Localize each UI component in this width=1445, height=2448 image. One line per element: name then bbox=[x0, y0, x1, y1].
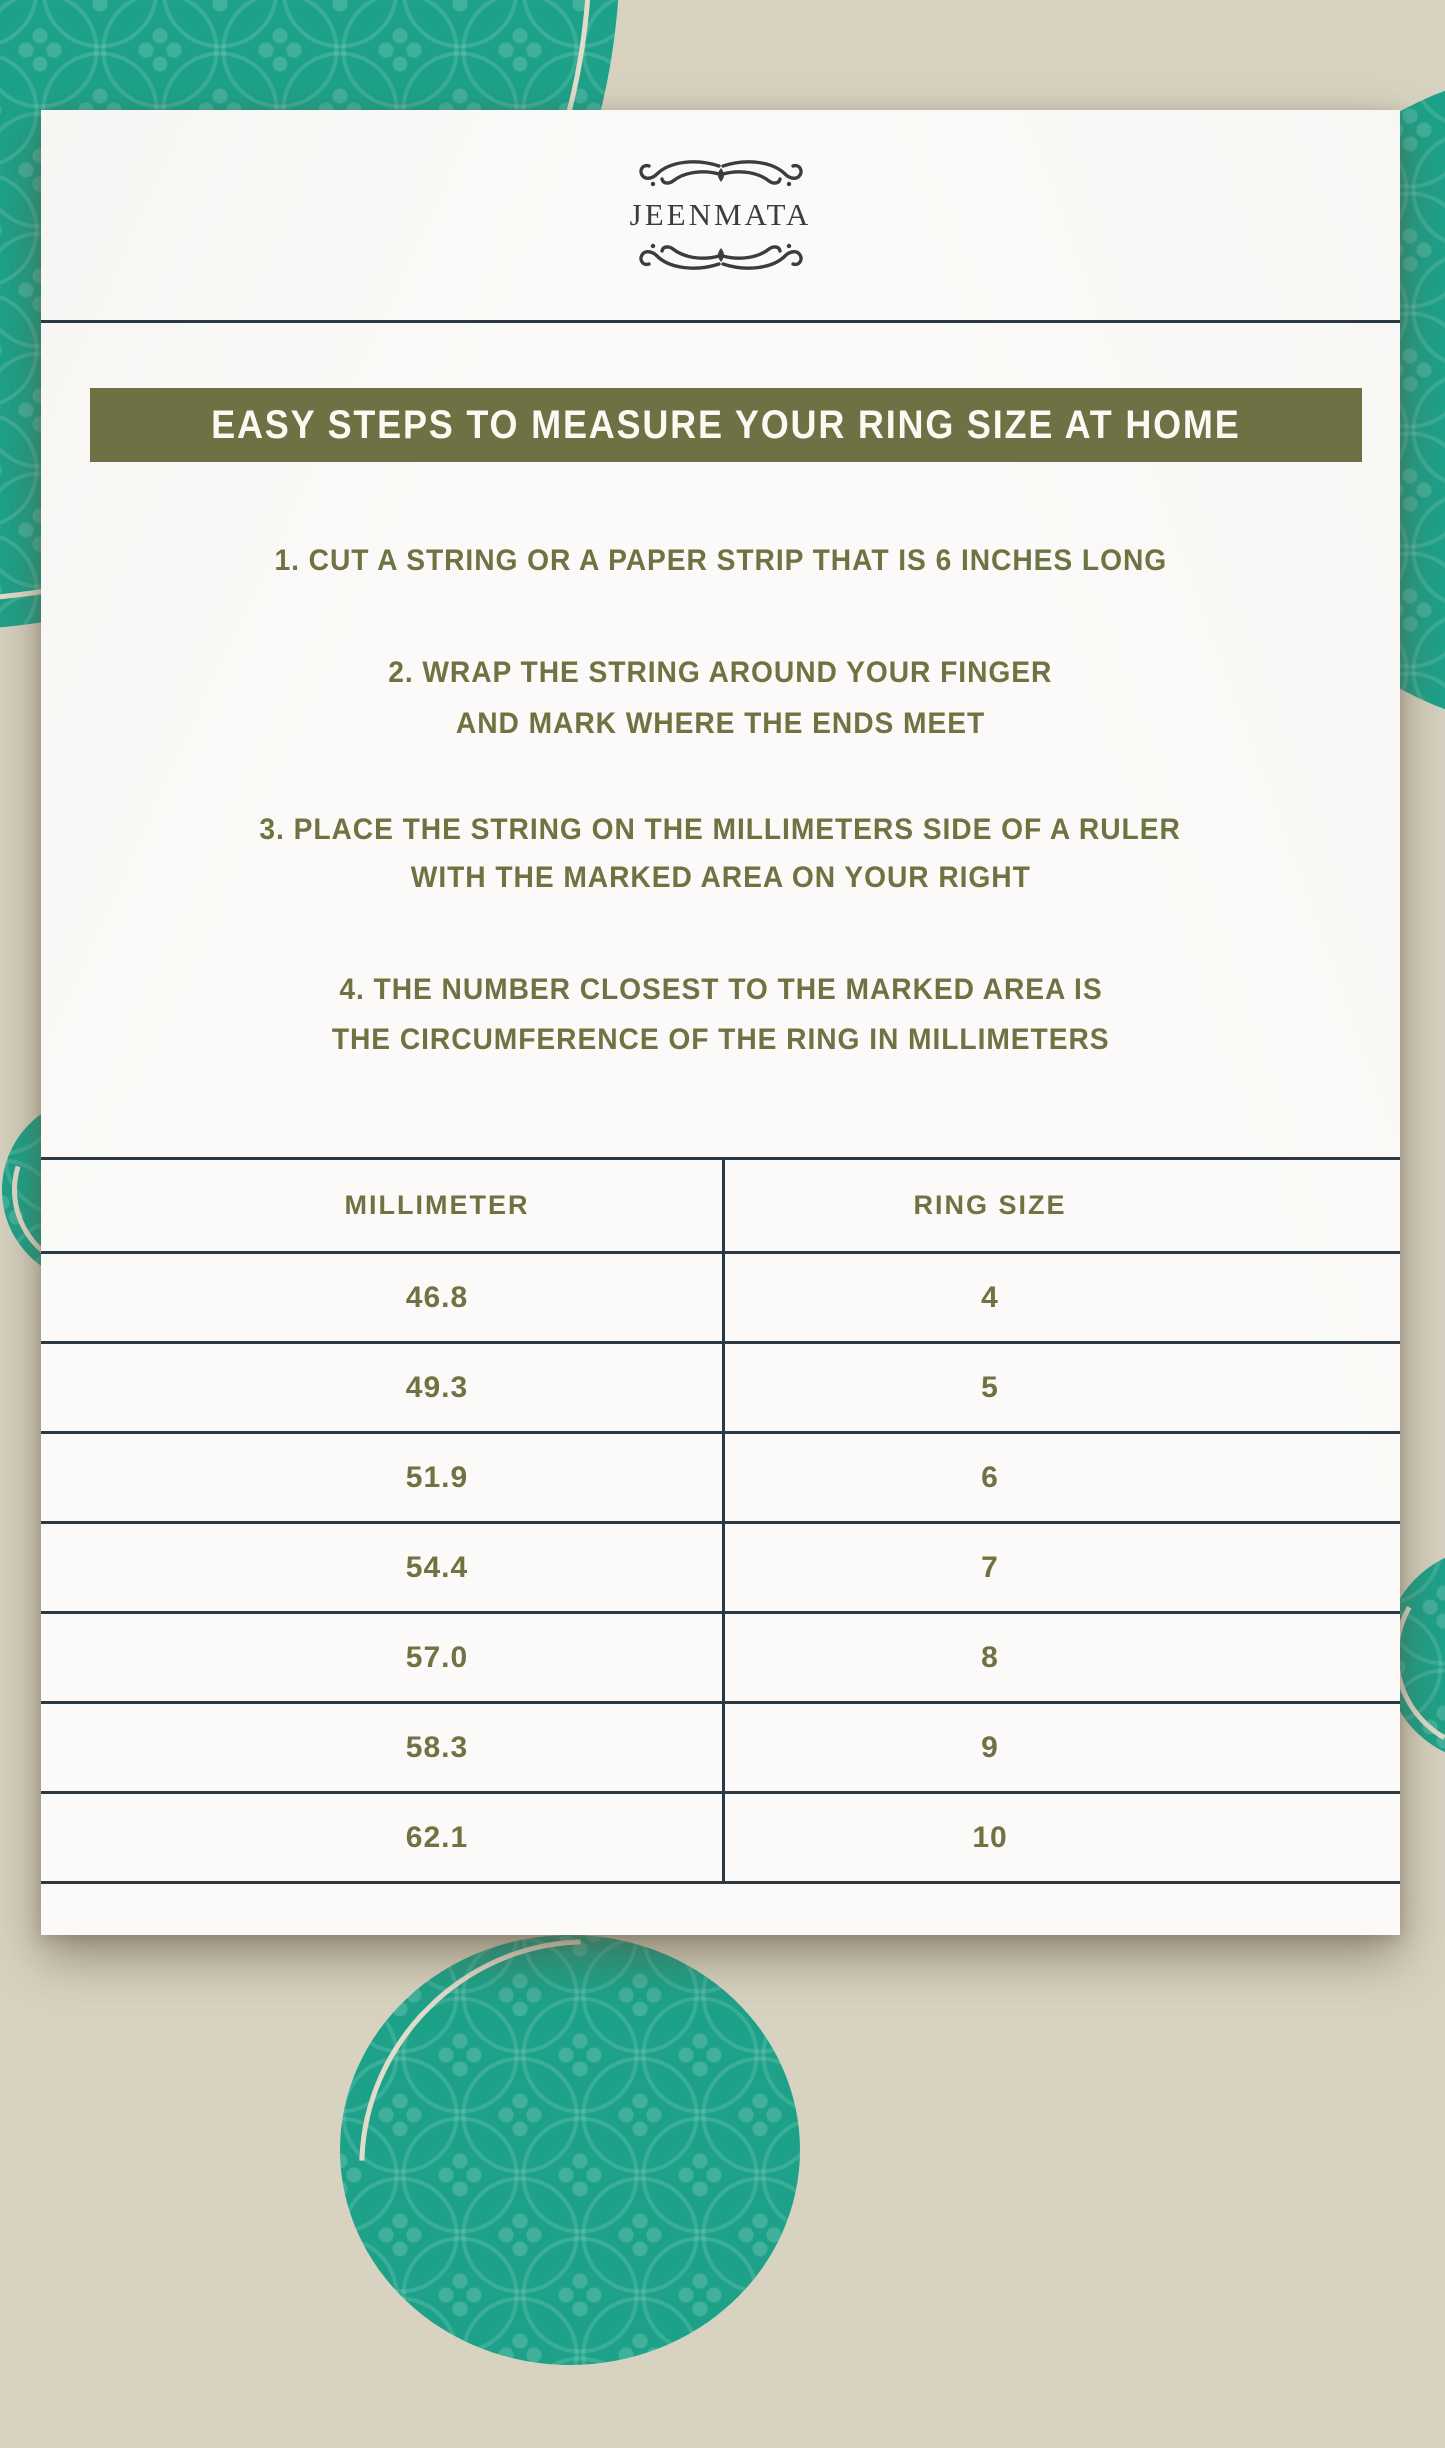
millimeter-value: 57.0 bbox=[41, 1614, 725, 1701]
step-1-line-1: 1. CUT A STRING OR A PAPER STRIP THAT IS 6 INCHES LONG bbox=[274, 544, 1167, 577]
step-2-line-1: 2. WRAP THE STRING AROUND YOUR FINGER bbox=[388, 656, 1053, 689]
table-row bbox=[41, 1704, 1400, 1794]
step-4-line-1: 4. THE NUMBER CLOSEST TO THE MARKED AREA IS bbox=[338, 973, 1103, 1006]
step-2-line-2: AND MARK WHERE THE ENDS MEET bbox=[455, 707, 986, 740]
table-row bbox=[41, 1254, 1400, 1344]
column-header-millimeter: MILLIMETER bbox=[41, 1160, 725, 1251]
brush-stroke-arc-bottom bbox=[272, 1852, 867, 2447]
ring-size-value: 7 bbox=[981, 1550, 999, 1584]
ring-size-value: 9 bbox=[981, 1730, 999, 1764]
table-row bbox=[41, 1614, 1400, 1704]
ring-size-value: 8 bbox=[981, 1640, 999, 1674]
step-3-line-1: 3. PLACE THE STRING ON THE MILLIMETERS SIDE OF A RULER bbox=[259, 813, 1182, 846]
table-row bbox=[41, 1794, 1400, 1884]
column-header-ring-size: RING SIZE bbox=[913, 1190, 1067, 1220]
ring-size-value: 4 bbox=[981, 1280, 999, 1314]
flourish-bottom-icon bbox=[633, 236, 809, 276]
millimeter-value: 58.3 bbox=[41, 1704, 725, 1791]
millimeter-value: 62.1 bbox=[41, 1794, 725, 1881]
brand-logo bbox=[41, 154, 1400, 276]
millimeter-value: 49.3 bbox=[41, 1344, 725, 1431]
step-3-line-2: WITH THE MARKED AREA ON YOUR RIGHT bbox=[410, 861, 1031, 894]
ring-size-value: 6 bbox=[981, 1460, 999, 1494]
table-row bbox=[41, 1524, 1400, 1614]
millimeter-value: 46.8 bbox=[41, 1254, 725, 1341]
ring-size-value: 5 bbox=[981, 1370, 999, 1404]
millimeter-value: 51.9 bbox=[41, 1434, 725, 1521]
table-header-row bbox=[41, 1160, 1400, 1254]
logo-separator-line bbox=[41, 320, 1400, 323]
step-4-line-2: THE CIRCUMFERENCE OF THE RING IN MILLIMETERS bbox=[331, 1023, 1110, 1056]
title-banner bbox=[90, 388, 1362, 462]
ring-size-value: 10 bbox=[972, 1820, 1008, 1854]
brand-name: JEENMATA bbox=[629, 197, 812, 232]
ring-size-guide-card bbox=[41, 110, 1400, 1935]
ring-size-table bbox=[41, 1157, 1400, 1884]
millimeter-value: 54.4 bbox=[41, 1524, 725, 1611]
table-row bbox=[41, 1344, 1400, 1434]
flourish-top-icon bbox=[633, 154, 809, 194]
table-row bbox=[41, 1434, 1400, 1524]
page-title: EASY STEPS TO MEASURE YOUR RING SIZE AT HOME bbox=[211, 402, 1241, 447]
